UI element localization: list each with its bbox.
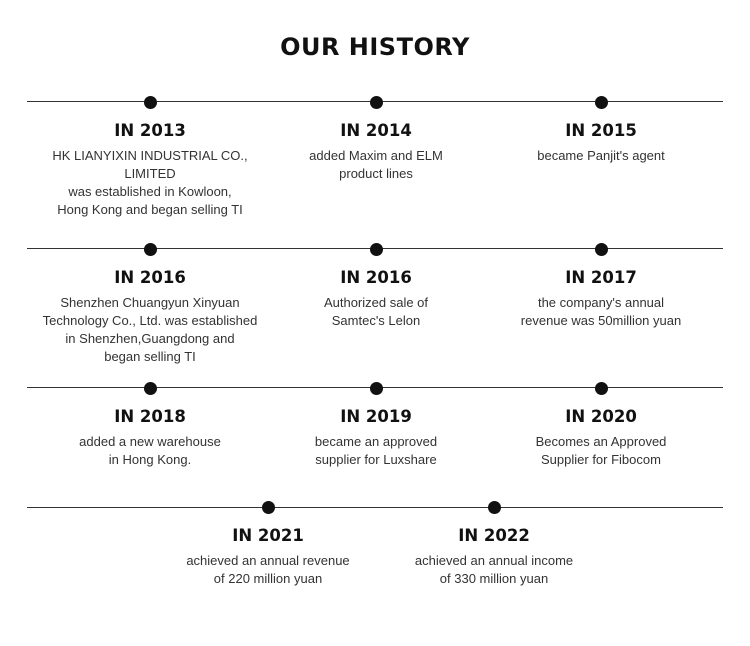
entry-description: HK LIANYIXIN INDUSTRIAL CO., LIMITED was established in Kowloon, Hong Kong and began selling TI [52, 148, 248, 217]
entry-description: Becomes an Approved Supplier for Fibocom [535, 434, 667, 467]
timeline-entry [25, 405, 275, 469]
timeline-dot [488, 501, 501, 514]
timeline-entry [251, 405, 501, 469]
timeline-dot [370, 243, 383, 256]
entry-description: added Maxim and ELM product lines [309, 148, 443, 181]
entry-year: IN 2017 [565, 268, 637, 287]
timeline-entry [476, 119, 726, 165]
timeline-entry [251, 119, 501, 183]
entry-year: IN 2021 [232, 526, 304, 545]
timeline-dot [595, 243, 608, 256]
timeline-entry [143, 524, 393, 588]
entry-description: became an approved supplier for Luxshare [314, 434, 438, 467]
timeline-dot [595, 96, 608, 109]
timeline-entry [369, 524, 619, 588]
timeline-entry [476, 266, 726, 330]
entry-description: the company's annual revenue was 50million yuan [520, 295, 682, 328]
timeline-entry [251, 266, 501, 330]
entry-year: IN 2020 [565, 407, 637, 426]
entry-description: achieved an annual income of 330 million yuan [414, 553, 574, 586]
entry-description: Shenzhen Chuangyun Xinyuan Technology Co., Ltd. was established in Shenzhen,Guangdong and began selling TI [42, 295, 258, 364]
entry-year: IN 2015 [565, 121, 637, 140]
entry-year: IN 2013 [114, 121, 186, 140]
timeline-entry [25, 266, 275, 366]
entry-description: became Panjit's agent [537, 148, 665, 163]
timeline-dot [144, 243, 157, 256]
entry-description: added a new warehouse in Hong Kong. [79, 434, 221, 467]
timeline-dot [370, 382, 383, 395]
timeline-line [27, 507, 723, 508]
timeline-dot [262, 501, 275, 514]
timeline-dot [370, 96, 383, 109]
entry-year: IN 2014 [340, 121, 412, 140]
entry-year: IN 2016 [114, 268, 186, 287]
entry-year: IN 2019 [340, 407, 412, 426]
entry-year: IN 2016 [340, 268, 412, 287]
entry-year: IN 2018 [114, 407, 186, 426]
timeline-dot [144, 382, 157, 395]
page-title: OUR HISTORY [280, 33, 470, 61]
timeline-dot [144, 96, 157, 109]
entry-description: Authorized sale of Samtec's Lelon [323, 295, 429, 328]
timeline-dot [595, 382, 608, 395]
entry-year: IN 2022 [458, 526, 530, 545]
timeline-entry [476, 405, 726, 469]
entry-description: achieved an annual revenue of 220 million yuan [186, 553, 350, 586]
timeline-entry [25, 119, 275, 219]
